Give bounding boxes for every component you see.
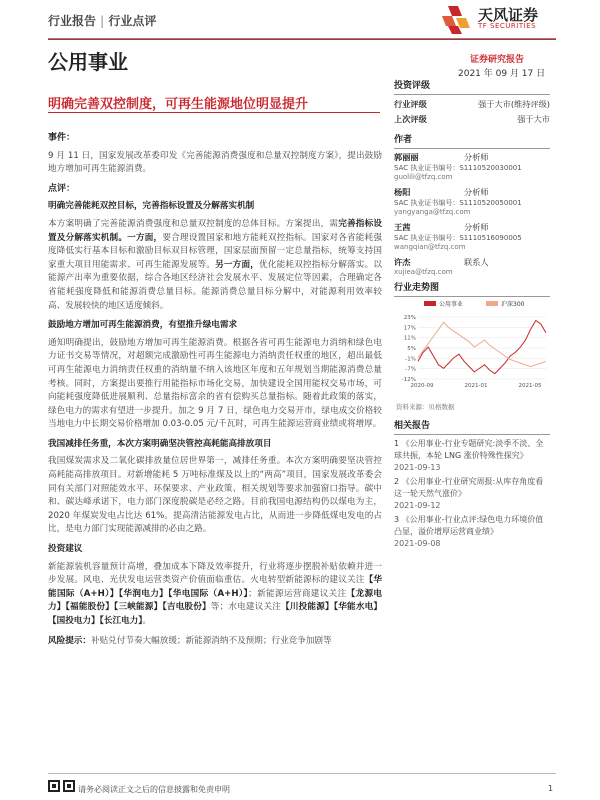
author-name: 郭丽丽 xyxy=(394,152,419,162)
stocks-hydro: 【川投能源】【华能水电】【国投电力】【长江电力】 xyxy=(48,602,382,626)
author-email[interactable]: yangyanga@tfzq.com xyxy=(394,208,471,216)
y-tick-label: -12% xyxy=(401,377,416,383)
report-date: 2021 年 09 月 17 日 xyxy=(458,69,546,79)
author-role: 联系人 xyxy=(464,257,489,267)
author-name: 杨阳 xyxy=(394,187,411,197)
rating-heading: 投资评级 xyxy=(394,81,431,91)
page-number: 1 xyxy=(548,784,554,793)
industry-rating-label: 行业评级 xyxy=(394,99,427,109)
header-divider-accent xyxy=(48,39,556,40)
author-cert: SAC 执业证书编号：S1110520050001 xyxy=(394,199,522,207)
series-line xyxy=(418,322,546,366)
section2-paragraph: 通知明确提出，鼓励地方增加可再生能源消费。根据各省可再生能源电力消纳和绿色电力证书交易等情况，对超额完成激励性可再生能源电力消纳责任权重的地区，超出最低可再生能源电力消纳责任权重的消纳量不纳入该地区年度和五年规划当期能源消费总量考核。同时，方案提出要推行用能指标市场化交易，加快建设全国用能权交易市场，可向能耗强度降低进展顺利、总量指标富余的省有偿购买总量指标。随着此政策的落实，绿色电力的需求有望进一步提升。加之 9 月 7 日，绿色电力交易开市，绿电成交价格较当地电力中长期交易价格增加 0.03-0.05 元/千瓦时，可再生能源运营商业绩或将增厚。 xyxy=(48,337,382,430)
section1-heading: 明确完善能耗双控目标，完善指标设置及分解落实机制 xyxy=(48,201,255,212)
logo-name-cn: 天风证券 xyxy=(478,6,539,24)
section4-mid2: 等；水电建议关注 xyxy=(210,602,282,613)
section4-heading: 投资建议 xyxy=(48,544,83,555)
footer-disclaimer: 请务必阅读正文之后的信息披露和免责申明 xyxy=(78,785,230,794)
report-title: 明确完善双控制度，可再生能源地位明显提升 xyxy=(48,97,309,112)
related-report-item[interactable] xyxy=(394,476,550,512)
trend-heading: 行业走势图 xyxy=(394,283,440,293)
report-category xyxy=(48,12,156,29)
risk-text: 补贴兑付节奏大幅放缓；新能源消纳不及预期；行业竞争加剧等 xyxy=(90,635,332,646)
section4-text: 新能源装机容量预计高增，叠加成本下降及效率提升，行业将逐步摆脱补贴依赖并进一步发展。风电、光伏发电运营类资产价值面临重估。火电转型新能源标的建议关注 xyxy=(48,561,382,586)
y-tick-label: -1% xyxy=(405,356,416,363)
author-email[interactable]: guolili@tfzq.com xyxy=(394,173,453,181)
logo-mark-icon xyxy=(442,6,470,34)
y-tick-label: 23% xyxy=(403,315,416,321)
related-report-title[interactable]: 3 《公用事业-行业点评:绿色电力环境价值凸显，溢价增厚运营商业绩》 xyxy=(394,515,544,536)
author-header xyxy=(394,187,550,198)
comment-heading: 点评： xyxy=(48,183,76,194)
legend-swatch xyxy=(424,301,436,306)
legend-label: 公用事业 xyxy=(439,301,464,308)
author-role: 分析师 xyxy=(464,152,489,162)
industry-trend-chart xyxy=(394,295,550,395)
section1-text-c: 要合理设置国家和地方能耗双控指标。国家对各省能耗强度降低实行基本目标和激励目标双目标管理，国家层面预留一定总量指标，统筹支持国家重大项目用能需求、可再生能源发展等。 xyxy=(48,232,382,270)
report-type: 证券研究报告 xyxy=(470,55,525,65)
authors-divider xyxy=(394,148,550,149)
section4-paragraph xyxy=(48,561,382,629)
related-report-item[interactable] xyxy=(394,514,550,550)
author-email[interactable]: wangqian@tfzq.com xyxy=(394,243,466,251)
risk-paragraph xyxy=(48,635,382,649)
industry-name: 公用事业 xyxy=(48,50,128,74)
author-card xyxy=(394,187,550,216)
rating-section xyxy=(394,78,550,125)
author-card xyxy=(394,257,550,276)
author-name: 王茜 xyxy=(394,222,411,232)
y-tick-label: 11% xyxy=(403,335,416,342)
author-role: 分析师 xyxy=(464,187,489,197)
legend-label: 沪深300 xyxy=(501,301,525,308)
legend-swatch xyxy=(486,301,498,306)
authors-section xyxy=(394,132,550,276)
last-rating-label: 上次评级 xyxy=(394,114,427,124)
stocks-renewable: 【龙源电力】【福能股份】【三峡能源】【吉电股份】 xyxy=(48,588,382,613)
author-role: 分析师 xyxy=(464,222,489,232)
category-separator: | xyxy=(100,14,105,28)
industry-rating-row xyxy=(394,99,550,110)
author-email[interactable]: xujiea@tfzq.com xyxy=(394,268,453,276)
related-report-date: 2021-09-13 xyxy=(394,463,441,472)
rating-divider xyxy=(394,94,550,95)
author-header xyxy=(394,222,550,233)
related-report-title[interactable]: 1 《公用事业-行业专题研究:淡季不淡、全球共振，本轮 LNG 涨价特殊性探究》 xyxy=(394,439,544,460)
related-report-title[interactable]: 2 《公用事业-行业研究周报:从库存角度看这一轮天然气涨价》 xyxy=(394,477,544,498)
event-text: 9 月 11 日，国家发展改革委印发《完善能源消费强度和总量双控制度方案》，提出鼓励地方增加可再生能源消费。 xyxy=(48,150,382,175)
section3-paragraph: 我国煤炭需求及二氧化碳排放量位居世界第一，减排任务重。本次方案明确要坚决管控高耗能高排放项目。对新增能耗 5 万吨标准煤及以上的“两高”项目，国家发展改革委会同有关部门对照能效水平、环保要求、产业政策、相关规划等要求加强窗口指导。碳中和、碳达峰承诺下，电力部门深度脱碳是必经之路。目前我国电源结构仍以煤电为主，2020 年煤炭发电占比达 61%。提高清洁能源发电占比，从而进一步降低煤电发电的占比，是电力部门实现能源减排的必由之路。 xyxy=(48,456,382,535)
authors-heading: 作者 xyxy=(394,135,413,145)
report-body xyxy=(48,128,382,654)
related-heading: 相关报告 xyxy=(394,421,431,431)
related-reports xyxy=(394,420,550,552)
section2-heading: 鼓励地方增加可再生能源消费，有望推升绿电需求 xyxy=(48,320,238,331)
risk-heading: 风险提示： xyxy=(48,635,91,646)
section1-text-d: 另一方面， xyxy=(215,259,260,270)
chart-source: 资料来源：贝格数据 xyxy=(396,403,455,411)
related-report-item[interactable] xyxy=(394,438,550,474)
section4-end: 。 xyxy=(142,616,152,626)
event-heading: 事件： xyxy=(48,133,76,143)
qr-code-icon xyxy=(48,780,76,792)
footer-divider xyxy=(48,773,556,774)
last-rating-row xyxy=(394,114,550,125)
x-tick-label: 2021-05 xyxy=(518,383,542,389)
category-secondary: 行业点评 xyxy=(108,14,157,28)
section4-mid: ；新能源运营商建议关注 xyxy=(248,588,347,599)
author-name: 许杰 xyxy=(394,257,411,267)
stocks-thermal: 【华能国际（A+H）】【华润电力】【华电国际（A+H）】 xyxy=(48,575,382,599)
y-tick-label: 17% xyxy=(403,325,416,332)
category-primary: 行业报告 xyxy=(48,14,97,28)
author-card xyxy=(394,222,550,251)
author-cert: SAC 执业证书编号：S1110516090005 xyxy=(394,234,522,242)
author-header xyxy=(394,257,550,268)
last-rating-value: 强于大市 xyxy=(517,114,550,124)
logo-name-en: TF SECURITIES xyxy=(478,22,537,30)
related-divider xyxy=(394,434,550,435)
y-tick-label: -7% xyxy=(405,366,416,373)
section1-paragraph xyxy=(48,218,382,313)
section1-text-e: 优化能耗双控指标分解落实。以能源产出率为重要依据，综合各地区经济社会发展水平、发展定位等因素，合理确定各省能耗强度降低和能源消费总量目标。能源消费总量目标分解中，对能源利用效率较高、发展较快的地区适度倾斜。 xyxy=(48,259,382,311)
title-underline xyxy=(48,112,380,113)
related-report-date: 2021-09-12 xyxy=(394,501,441,510)
author-header xyxy=(394,152,550,163)
section1-text-b: 完善指标设置及分解落实机制。一方面， xyxy=(48,218,382,243)
y-tick-label: 5% xyxy=(407,346,416,352)
section3-heading: 我国减排任务重，本次方案明确坚决管控高耗能高排放项目 xyxy=(48,438,272,449)
x-tick-label: 2021-01 xyxy=(464,383,488,389)
author-cert: SAC 执业证书编号：S1110520030001 xyxy=(394,164,522,172)
related-report-date: 2021-09-08 xyxy=(394,539,441,548)
author-card xyxy=(394,152,550,181)
x-tick-label: 2020-09 xyxy=(410,383,434,389)
section1-text-a: 本方案明确了完善能源消费强度和总量双控制度的总体目标。方案提出，需 xyxy=(48,218,339,229)
industry-rating-value: 强于大市(维持评级) xyxy=(478,99,550,109)
